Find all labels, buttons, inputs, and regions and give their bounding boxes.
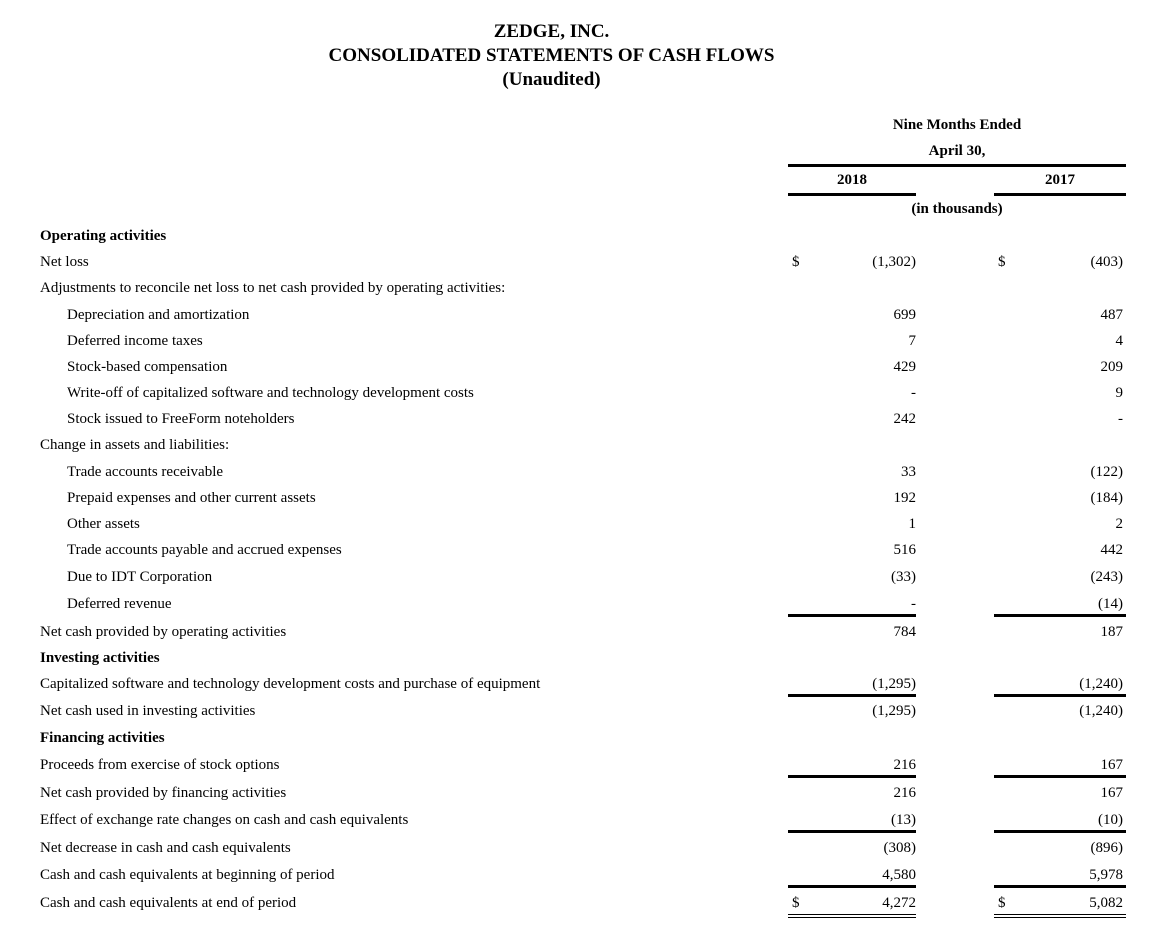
row-label: Net cash provided by operating activities	[40, 624, 287, 640]
currency-symbol: $	[792, 895, 800, 911]
row-change-heading	[0, 437, 1153, 463]
row-net-decrease	[0, 840, 1153, 866]
year-2018-rule	[788, 193, 916, 196]
value-2017: (1,240)	[1079, 703, 1123, 719]
value-2018: (308)	[883, 840, 916, 856]
value-2017: 487	[1100, 307, 1123, 323]
section-financing-activities	[0, 730, 1153, 756]
value-2018: 4,272	[882, 895, 916, 911]
total-double-rule	[994, 914, 1126, 915]
row-proceeds-stock-options	[0, 757, 1153, 783]
value-2017: (403)	[1090, 254, 1123, 270]
row-label: Net loss	[40, 254, 89, 270]
total-double-rule	[788, 917, 916, 918]
subtotal-rule	[788, 885, 916, 888]
value-2017: (243)	[1090, 569, 1123, 585]
subtotal-rule	[994, 614, 1126, 617]
subtotal-rule	[994, 830, 1126, 833]
subtotal-rule	[788, 694, 916, 697]
value-2017: (896)	[1090, 840, 1123, 856]
value-2017: (14)	[1098, 596, 1123, 612]
row-stock-issued	[0, 411, 1153, 437]
subtotal-rule	[994, 775, 1126, 778]
value-2018: 242	[893, 411, 916, 427]
row-label: Change in assets and liabilities:	[40, 437, 230, 453]
row-net-cash-operating	[0, 624, 1153, 650]
subtotal-rule	[994, 694, 1126, 697]
currency-symbol: $	[998, 895, 1006, 911]
value-2018: 7	[908, 333, 916, 349]
total-double-rule	[994, 917, 1126, 918]
value-2017: (122)	[1090, 464, 1123, 480]
row-label: Stock issued to FreeForm noteholders	[67, 411, 295, 427]
value-2017: (184)	[1090, 490, 1123, 506]
value-2018: 33	[901, 464, 916, 480]
year-2017-rule	[994, 193, 1126, 196]
row-label: Trade accounts payable and accrued expenses	[67, 542, 342, 558]
row-cash-beginning	[0, 867, 1153, 893]
value-2018: 4,580	[882, 867, 916, 883]
row-trade-payable	[0, 542, 1153, 568]
row-label: Other assets	[67, 516, 140, 532]
value-2017: (10)	[1098, 812, 1123, 828]
row-label: Stock-based compensation	[67, 359, 228, 375]
statement-title: CONSOLIDATED STATEMENTS OF CASH FLOWS	[328, 45, 775, 66]
row-label: Investing activities	[40, 650, 160, 666]
section-operating-activities	[0, 228, 1153, 254]
row-deferred-income-taxes	[0, 333, 1153, 359]
subtotal-rule	[788, 830, 916, 833]
row-label: Adjustments to reconcile net loss to net cash provided by operating activities:	[40, 280, 506, 296]
value-2018: (1,295)	[872, 703, 916, 719]
row-label: Prepaid expenses and other current assets	[67, 490, 316, 506]
value-2017: 209	[1100, 359, 1123, 375]
row-label: Trade accounts receivable	[67, 464, 224, 480]
subtotal-rule	[788, 614, 916, 617]
row-trade-receivable	[0, 464, 1153, 490]
value-2018: (13)	[891, 812, 916, 828]
period-header: Nine Months Ended	[892, 117, 1022, 133]
row-net-cash-investing	[0, 703, 1153, 729]
row-label: Deferred income taxes	[67, 333, 203, 349]
value-2018: 699	[893, 307, 916, 323]
row-deferred-revenue	[0, 596, 1153, 622]
value-2018: (1,295)	[872, 676, 916, 692]
row-label: Deferred revenue	[67, 596, 172, 612]
value-2018: (33)	[891, 569, 916, 585]
row-exchange-rate-effect	[0, 812, 1153, 838]
row-label: Net decrease in cash and cash equivalents	[40, 840, 291, 856]
value-2017: 167	[1100, 757, 1123, 773]
row-cash-end	[0, 895, 1153, 921]
year-2017-header: 2017	[1045, 172, 1075, 188]
value-2018: -	[911, 385, 916, 401]
value-2018: 429	[893, 359, 916, 375]
year-2018-header: 2018	[837, 172, 867, 188]
section-investing-activities	[0, 650, 1153, 676]
row-label: Cash and cash equivalents at beginning of period	[40, 867, 335, 883]
row-capitalized-software	[0, 676, 1153, 702]
value-2018: 1	[908, 516, 916, 532]
row-label: Net cash used in investing activities	[40, 703, 256, 719]
value-2017: 5,082	[1089, 895, 1123, 911]
row-label: Net cash provided by financing activities	[40, 785, 287, 801]
row-other-assets	[0, 516, 1153, 542]
statement-note: (Unaudited)	[502, 69, 601, 90]
subtotal-rule	[788, 775, 916, 778]
value-2017: 167	[1100, 785, 1123, 801]
row-label: Effect of exchange rate changes on cash and cash equivalents	[40, 812, 409, 828]
value-2017: -	[1118, 411, 1123, 427]
value-2017: 187	[1100, 624, 1123, 640]
row-label: Proceeds from exercise of stock options	[40, 757, 280, 773]
row-due-to-idt	[0, 569, 1153, 595]
company-name: ZEDGE, INC.	[493, 21, 610, 42]
row-label: Write-off of capitalized software and technology development costs	[67, 385, 474, 401]
row-prepaid-expenses	[0, 490, 1153, 516]
header-rule	[788, 164, 1126, 167]
unit-header: (in thousands)	[911, 201, 1003, 217]
value-2018: 192	[893, 490, 916, 506]
row-label: Operating activities	[40, 228, 167, 244]
value-2017: 2	[1115, 516, 1123, 532]
row-label: Due to IDT Corporation	[67, 569, 213, 585]
value-2018: 216	[893, 785, 916, 801]
value-2018: 784	[893, 624, 916, 640]
value-2017: 442	[1100, 542, 1123, 558]
value-2018: 516	[893, 542, 916, 558]
currency-symbol: $	[792, 254, 800, 270]
value-2017: 9	[1115, 385, 1123, 401]
period-date-header: April 30,	[928, 143, 986, 159]
row-label: Financing activities	[40, 730, 165, 746]
row-adjustments-heading	[0, 280, 1153, 306]
value-2017: 5,978	[1089, 867, 1123, 883]
value-2017: (1,240)	[1079, 676, 1123, 692]
value-2018: (1,302)	[872, 254, 916, 270]
row-depreciation	[0, 307, 1153, 333]
subtotal-rule	[994, 885, 1126, 888]
currency-symbol: $	[998, 254, 1006, 270]
row-label: Cash and cash equivalents at end of period	[40, 895, 297, 911]
row-label: Depreciation and amortization	[67, 307, 250, 323]
row-write-off	[0, 385, 1153, 411]
row-stock-based-compensation	[0, 359, 1153, 385]
value-2018: 216	[893, 757, 916, 773]
row-label: Capitalized software and technology development costs and purchase of equipment	[40, 676, 541, 692]
value-2017: 4	[1115, 333, 1123, 349]
row-net-loss	[0, 254, 1153, 280]
row-net-cash-financing	[0, 785, 1153, 811]
total-double-rule	[788, 914, 916, 915]
value-2018: -	[911, 596, 916, 612]
